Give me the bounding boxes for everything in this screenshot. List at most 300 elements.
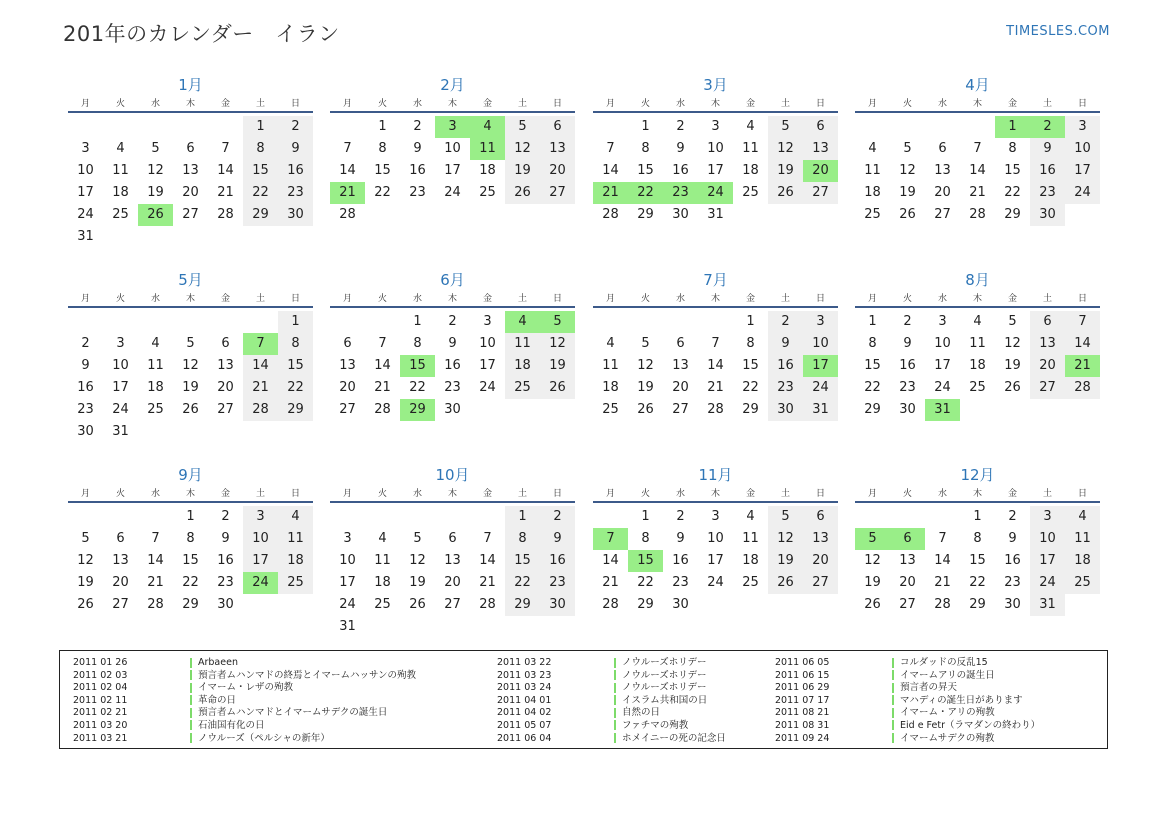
empty-cell xyxy=(208,311,243,333)
holiday-marker xyxy=(190,708,192,718)
weekday-label: 月 xyxy=(867,294,877,304)
weekend-day-cell: 15 xyxy=(278,355,313,377)
day-cell: 22 xyxy=(637,575,654,590)
holiday-entry xyxy=(73,682,416,695)
weekday-label: 金 xyxy=(482,294,492,304)
empty-cell xyxy=(960,116,995,138)
day-cell: 19 xyxy=(1004,358,1021,373)
holiday-day-cell: 15 xyxy=(628,550,663,572)
weekday-label: 土 xyxy=(255,489,265,499)
day-cell: 22 xyxy=(969,575,986,590)
weekend-day-cell: 25 xyxy=(278,572,313,594)
header-rule xyxy=(593,306,838,308)
weekday-label: 火 xyxy=(115,489,125,499)
day-cell: 7 xyxy=(378,336,387,351)
holiday-marker xyxy=(892,720,894,730)
day-cell: 23 xyxy=(1004,575,1021,590)
holiday-entry xyxy=(497,657,726,670)
weekend-day-cell: 6 xyxy=(803,116,838,138)
weekend-day-cell: 23 xyxy=(768,377,803,399)
weekend-day-cell: 19 xyxy=(768,550,803,572)
holiday-column-3 xyxy=(775,657,1040,745)
day-cell: 26 xyxy=(77,597,94,612)
weekday-label: 火 xyxy=(640,294,650,304)
month-title: 12月 xyxy=(960,466,995,484)
holiday-entry xyxy=(73,657,416,670)
day-cell: 5 xyxy=(641,336,650,351)
day-cell: 11 xyxy=(969,336,986,351)
weekday-label: 火 xyxy=(377,489,387,499)
day-cell: 19 xyxy=(77,575,94,590)
day-cell: 25 xyxy=(864,207,881,222)
day-cell: 2 xyxy=(676,509,685,524)
weekday-label: 火 xyxy=(640,489,650,499)
holiday-date: 2011 08 21 xyxy=(775,707,830,719)
holiday-name: ノウルーズホリデー xyxy=(622,657,707,668)
day-cell: 3 xyxy=(483,314,492,329)
day-cell: 17 xyxy=(479,358,496,373)
weekend-day-cell: 3 xyxy=(1030,506,1065,528)
day-cell: 27 xyxy=(112,597,129,612)
day-cell: 28 xyxy=(602,207,619,222)
day-cell: 14 xyxy=(339,163,356,178)
day-cell: 7 xyxy=(606,141,615,156)
day-cell: 21 xyxy=(217,185,234,200)
holiday-day-cell: 29 xyxy=(400,399,435,421)
day-cell: 14 xyxy=(217,163,234,178)
day-grid xyxy=(855,506,1100,616)
holiday-day-cell: 7 xyxy=(243,333,278,355)
holiday-day-cell: 24 xyxy=(698,182,733,204)
weekend-day-cell: 9 xyxy=(768,333,803,355)
empty-cell xyxy=(855,116,890,138)
day-cell: 20 xyxy=(217,380,234,395)
day-cell: 12 xyxy=(77,553,94,568)
holiday-date: 2011 02 03 xyxy=(73,669,128,681)
weekday-header xyxy=(68,291,313,304)
weekend-day-cell: 2 xyxy=(278,116,313,138)
day-cell: 24 xyxy=(339,597,356,612)
weekend-day-cell: 18 xyxy=(1065,550,1100,572)
holiday-entry xyxy=(73,707,416,720)
weekend-day-cell: 10 xyxy=(803,333,838,355)
weekend-day-cell: 24 xyxy=(1065,182,1100,204)
day-cell: 22 xyxy=(374,185,391,200)
day-cell: 28 xyxy=(969,207,986,222)
weekend-day-cell: 1 xyxy=(505,506,540,528)
holiday-name: Eid e Fetr（ラマダンの終わり） xyxy=(900,719,1041,731)
weekend-day-cell: 30 xyxy=(1030,204,1065,226)
weekday-header xyxy=(855,486,1100,499)
weekday-label: 火 xyxy=(902,99,912,109)
weekend-day-cell: 27 xyxy=(803,182,838,204)
day-cell: 18 xyxy=(864,185,881,200)
holiday-name: Arbaeen xyxy=(198,657,238,668)
day-cell: 4 xyxy=(973,314,982,329)
weekend-day-cell: 30 xyxy=(540,594,575,616)
weekday-label: 水 xyxy=(937,99,947,109)
weekday-label: 土 xyxy=(255,99,265,109)
day-cell: 30 xyxy=(444,402,461,417)
weekday-label: 木 xyxy=(185,294,195,304)
weekday-label: 木 xyxy=(447,489,457,499)
empty-cell xyxy=(330,116,365,138)
day-cell: 15 xyxy=(742,358,759,373)
weekday-header xyxy=(330,291,575,304)
day-cell: 6 xyxy=(938,141,947,156)
weekday-label: 金 xyxy=(1007,489,1017,499)
holiday-date: 2011 09 24 xyxy=(775,732,830,744)
month-title: 6月 xyxy=(440,271,465,289)
weekday-header xyxy=(330,96,575,109)
day-cell: 11 xyxy=(112,163,129,178)
day-cell: 8 xyxy=(641,141,650,156)
holiday-marker xyxy=(614,695,616,705)
day-grid xyxy=(68,311,313,443)
day-cell: 1 xyxy=(641,119,650,134)
holiday-marker xyxy=(190,720,192,730)
weekday-label: 日 xyxy=(552,489,562,499)
day-cell: 16 xyxy=(409,163,426,178)
holiday-entry xyxy=(775,657,1040,670)
weekend-day-cell: 19 xyxy=(505,160,540,182)
holiday-list xyxy=(59,650,1108,749)
day-cell: 6 xyxy=(343,336,352,351)
weekend-day-cell: 14 xyxy=(1065,333,1100,355)
holiday-marker xyxy=(892,670,894,680)
weekend-day-cell: 8 xyxy=(278,333,313,355)
holiday-day-cell: 4 xyxy=(505,311,540,333)
weekday-label: 火 xyxy=(377,99,387,109)
weekday-header xyxy=(855,96,1100,109)
month-10 xyxy=(330,464,575,638)
day-cell: 15 xyxy=(637,163,654,178)
day-cell: 17 xyxy=(112,380,129,395)
day-cell: 16 xyxy=(1004,553,1021,568)
day-cell: 21 xyxy=(374,380,391,395)
day-cell: 18 xyxy=(742,553,759,568)
holiday-day-cell: 24 xyxy=(243,572,278,594)
weekend-day-cell: 24 xyxy=(803,377,838,399)
empty-cell xyxy=(435,506,470,528)
day-cell: 15 xyxy=(969,553,986,568)
holiday-day-cell: 26 xyxy=(138,204,173,226)
day-cell: 1 xyxy=(186,509,195,524)
header-rule xyxy=(330,306,575,308)
holiday-column-2 xyxy=(497,657,726,745)
day-cell: 30 xyxy=(217,597,234,612)
day-cell: 23 xyxy=(77,402,94,417)
day-cell: 15 xyxy=(182,553,199,568)
empty-cell xyxy=(208,116,243,138)
day-cell: 15 xyxy=(1004,163,1021,178)
day-cell: 21 xyxy=(479,575,496,590)
day-cell: 11 xyxy=(742,531,759,546)
weekday-label: 金 xyxy=(745,99,755,109)
holiday-marker xyxy=(190,658,192,668)
month-6 xyxy=(330,269,575,421)
weekend-day-cell: 16 xyxy=(768,355,803,377)
weekend-day-cell: 11 xyxy=(278,528,313,550)
day-cell: 13 xyxy=(899,553,916,568)
weekday-label: 月 xyxy=(605,99,615,109)
day-grid xyxy=(68,116,313,248)
month-4 xyxy=(855,74,1100,226)
weekend-day-cell: 30 xyxy=(278,204,313,226)
weekday-label: 水 xyxy=(675,489,685,499)
holiday-date: 2011 02 11 xyxy=(73,694,128,706)
day-cell: 6 xyxy=(116,531,125,546)
weekday-label: 木 xyxy=(447,99,457,109)
day-cell: 12 xyxy=(637,358,654,373)
weekend-day-cell: 22 xyxy=(505,572,540,594)
day-grid xyxy=(330,506,575,638)
day-cell: 12 xyxy=(1004,336,1021,351)
empty-cell xyxy=(470,506,505,528)
empty-cell xyxy=(138,311,173,333)
header-rule xyxy=(593,501,838,503)
day-cell: 1 xyxy=(868,314,877,329)
holiday-date: 2011 06 04 xyxy=(497,732,552,744)
holiday-entry xyxy=(775,682,1040,695)
day-cell: 17 xyxy=(77,185,94,200)
weekend-day-cell: 22 xyxy=(243,182,278,204)
weekday-label: 水 xyxy=(150,294,160,304)
day-cell: 28 xyxy=(217,207,234,222)
empty-cell xyxy=(628,311,663,333)
day-cell: 10 xyxy=(707,531,724,546)
weekday-label: 木 xyxy=(972,294,982,304)
weekday-label: 土 xyxy=(1042,489,1052,499)
weekend-day-cell: 16 xyxy=(540,550,575,572)
day-cell: 3 xyxy=(711,509,720,524)
day-cell: 28 xyxy=(339,207,356,222)
weekend-day-cell: 29 xyxy=(243,204,278,226)
day-cell: 28 xyxy=(479,597,496,612)
day-cell: 21 xyxy=(602,575,619,590)
weekend-day-cell: 29 xyxy=(505,594,540,616)
day-cell: 10 xyxy=(112,358,129,373)
holiday-date: 2011 02 21 xyxy=(73,707,128,719)
day-cell: 3 xyxy=(711,119,720,134)
day-cell: 31 xyxy=(77,229,94,244)
day-cell: 7 xyxy=(483,531,492,546)
weekday-label: 水 xyxy=(150,489,160,499)
day-cell: 16 xyxy=(899,358,916,373)
day-cell: 1 xyxy=(413,314,422,329)
holiday-day-cell: 6 xyxy=(890,528,925,550)
day-cell: 18 xyxy=(374,575,391,590)
weekday-label: 木 xyxy=(972,489,982,499)
header-rule xyxy=(855,501,1100,503)
holiday-day-cell: 15 xyxy=(400,355,435,377)
day-cell: 12 xyxy=(864,553,881,568)
weekend-day-cell: 1 xyxy=(243,116,278,138)
day-cell: 26 xyxy=(637,402,654,417)
day-cell: 21 xyxy=(969,185,986,200)
day-cell: 14 xyxy=(374,358,391,373)
empty-cell xyxy=(663,311,698,333)
empty-cell xyxy=(138,506,173,528)
weekday-label: 日 xyxy=(290,489,300,499)
day-cell: 21 xyxy=(934,575,951,590)
weekday-label: 金 xyxy=(1007,294,1017,304)
day-cell: 22 xyxy=(182,575,199,590)
holiday-day-cell: 22 xyxy=(628,182,663,204)
holiday-entry xyxy=(775,733,1040,746)
holiday-date: 2011 04 02 xyxy=(497,707,552,719)
weekend-day-cell: 14 xyxy=(243,355,278,377)
day-cell: 20 xyxy=(934,185,951,200)
holiday-entry xyxy=(73,670,416,683)
day-cell: 17 xyxy=(444,163,461,178)
holiday-name: 預言者ムハンマドの終焉とイマームハッサンの殉教 xyxy=(198,669,417,681)
holiday-entry xyxy=(497,733,726,746)
holiday-entry xyxy=(775,695,1040,708)
day-cell: 7 xyxy=(711,336,720,351)
day-cell: 26 xyxy=(864,597,881,612)
holiday-name: コルダッドの反乱15 xyxy=(900,657,988,668)
holiday-entry xyxy=(497,670,726,683)
weekend-day-cell: 31 xyxy=(803,399,838,421)
day-cell: 4 xyxy=(746,509,755,524)
day-grid xyxy=(330,311,575,421)
day-cell: 25 xyxy=(602,402,619,417)
day-cell: 8 xyxy=(378,141,387,156)
holiday-marker xyxy=(190,695,192,705)
weekend-day-cell: 12 xyxy=(768,138,803,160)
day-cell: 30 xyxy=(1004,597,1021,612)
header-rule xyxy=(593,111,838,113)
header-rule xyxy=(330,111,575,113)
holiday-date: 2011 04 01 xyxy=(497,694,552,706)
weekday-label: 土 xyxy=(517,99,527,109)
weekday-label: 日 xyxy=(815,489,825,499)
day-cell: 2 xyxy=(81,336,90,351)
holiday-name: 預言者ムハンマドとイマームサデクの誕生日 xyxy=(198,707,388,719)
weekday-label: 水 xyxy=(412,99,422,109)
holiday-name: ノウルーズホリデー xyxy=(622,669,707,681)
day-cell: 16 xyxy=(217,553,234,568)
weekday-label: 月 xyxy=(867,489,877,499)
weekend-day-cell: 22 xyxy=(278,377,313,399)
weekend-day-cell: 25 xyxy=(1065,572,1100,594)
holiday-date: 2011 03 24 xyxy=(497,682,552,694)
day-cell: 19 xyxy=(864,575,881,590)
holiday-name: ファチマの殉教 xyxy=(622,719,689,731)
holiday-entry xyxy=(775,670,1040,683)
day-cell: 5 xyxy=(1008,314,1017,329)
holiday-day-cell: 5 xyxy=(855,528,890,550)
weekend-day-cell: 17 xyxy=(1030,550,1065,572)
holiday-marker xyxy=(892,695,894,705)
day-cell: 8 xyxy=(1008,141,1017,156)
day-cell: 29 xyxy=(742,402,759,417)
empty-cell xyxy=(593,116,628,138)
weekday-label: 土 xyxy=(1042,294,1052,304)
day-cell: 5 xyxy=(81,531,90,546)
empty-cell xyxy=(400,506,435,528)
holiday-date: 2011 03 20 xyxy=(73,719,128,731)
weekend-day-cell: 12 xyxy=(768,528,803,550)
day-cell: 21 xyxy=(147,575,164,590)
weekday-label: 土 xyxy=(780,294,790,304)
holiday-name: ノウルーズ（ペルシャの新年） xyxy=(198,732,330,744)
weekend-day-cell: 20 xyxy=(1030,355,1065,377)
day-cell: 5 xyxy=(903,141,912,156)
weekend-day-cell: 5 xyxy=(768,116,803,138)
day-cell: 22 xyxy=(409,380,426,395)
holiday-marker xyxy=(614,720,616,730)
weekend-day-cell: 3 xyxy=(243,506,278,528)
day-cell: 3 xyxy=(116,336,125,351)
day-cell: 24 xyxy=(934,380,951,395)
weekday-label: 金 xyxy=(1007,99,1017,109)
weekend-day-cell: 4 xyxy=(1065,506,1100,528)
weekday-label: 火 xyxy=(902,489,912,499)
holiday-entry xyxy=(497,720,726,733)
weekday-label: 木 xyxy=(185,99,195,109)
weekend-day-cell: 9 xyxy=(278,138,313,160)
day-cell: 10 xyxy=(479,336,496,351)
day-cell: 2 xyxy=(903,314,912,329)
month-title: 2月 xyxy=(440,76,465,94)
month-title: 3月 xyxy=(703,76,728,94)
day-cell: 8 xyxy=(186,531,195,546)
weekend-day-cell: 13 xyxy=(1030,333,1065,355)
weekend-day-cell: 18 xyxy=(278,550,313,572)
weekend-day-cell: 10 xyxy=(1065,138,1100,160)
weekend-day-cell: 1 xyxy=(278,311,313,333)
day-cell: 15 xyxy=(864,358,881,373)
weekday-label: 日 xyxy=(1077,294,1087,304)
day-cell: 8 xyxy=(746,336,755,351)
weekday-label: 金 xyxy=(745,489,755,499)
weekday-label: 金 xyxy=(745,294,755,304)
empty-cell xyxy=(68,311,103,333)
weekday-label: 土 xyxy=(780,99,790,109)
weekend-day-cell: 27 xyxy=(803,572,838,594)
day-cell: 9 xyxy=(903,336,912,351)
day-cell: 14 xyxy=(602,163,619,178)
day-cell: 20 xyxy=(444,575,461,590)
weekday-label: 日 xyxy=(815,99,825,109)
holiday-column-1 xyxy=(73,657,416,745)
weekend-day-cell: 13 xyxy=(803,138,838,160)
weekend-day-cell: 23 xyxy=(540,572,575,594)
holiday-date: 2011 06 29 xyxy=(775,682,830,694)
holiday-day-cell: 21 xyxy=(1065,355,1100,377)
weekend-day-cell: 4 xyxy=(278,506,313,528)
weekday-label: 日 xyxy=(1077,489,1087,499)
empty-cell xyxy=(173,311,208,333)
day-cell: 7 xyxy=(973,141,982,156)
day-cell: 25 xyxy=(147,402,164,417)
weekday-label: 金 xyxy=(220,489,230,499)
weekday-label: 月 xyxy=(80,489,90,499)
day-cell: 9 xyxy=(81,358,90,373)
brand-link[interactable]: TIMESLES.COM xyxy=(1006,24,1110,39)
day-cell: 10 xyxy=(444,141,461,156)
weekday-label: 金 xyxy=(482,489,492,499)
day-cell: 1 xyxy=(746,314,755,329)
weekend-day-cell: 16 xyxy=(1030,160,1065,182)
weekday-label: 日 xyxy=(290,99,300,109)
day-cell: 22 xyxy=(1004,185,1021,200)
empty-cell xyxy=(593,506,628,528)
weekday-label: 日 xyxy=(1077,99,1087,109)
day-cell: 27 xyxy=(182,207,199,222)
